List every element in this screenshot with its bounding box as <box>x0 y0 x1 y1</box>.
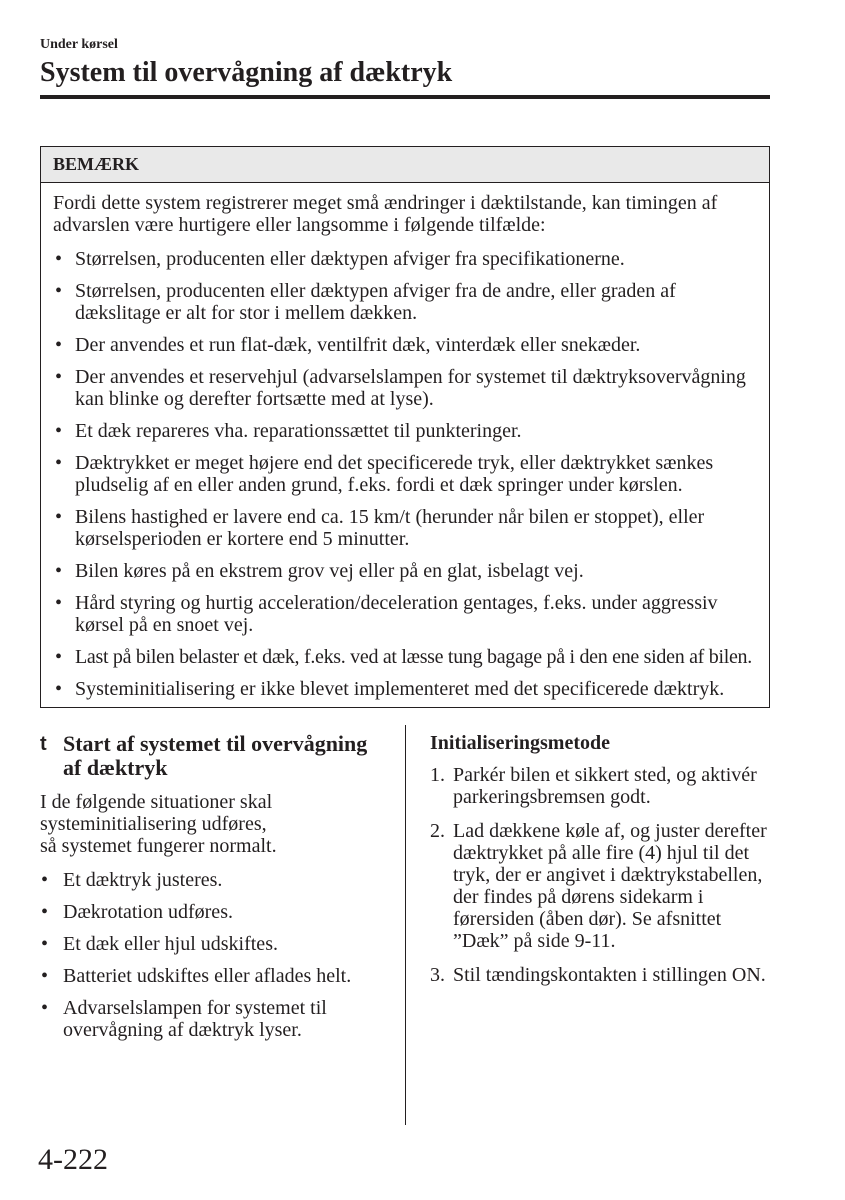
note-item: • Der anvendes et reservehjul (advarselslampen for systemet til dæktryksovervågning kan blinke og derefter fortsætte med at lyse). <box>53 366 757 410</box>
left-column <box>40 732 385 1051</box>
note-item: • Bilens hastighed er lavere end ca. 15 km/t (herunder når bilen er stoppet), eller kørselsperioden er kortere end 5 minutter. <box>53 506 757 550</box>
list-item: • Et dæktryk justeres. <box>40 869 385 891</box>
note-item: • Størrelsen, producenten eller dæktypen afviger fra de andre, eller graden af dækslitage er alt for stor i mellem dækken. <box>53 280 757 324</box>
right-column <box>430 732 772 998</box>
section-heading-text: Start af systemet til overvågning af dæktryk <box>63 731 368 780</box>
method-heading: Initialiseringsmetode <box>430 732 610 754</box>
note-box <box>40 146 770 708</box>
section-marker: t <box>40 733 47 755</box>
note-item: • Et dæk repareres vha. reparationssættet til punkteringer. <box>53 420 757 442</box>
left-list <box>40 869 385 1041</box>
note-label: BEMÆRK <box>41 147 769 183</box>
section-label: Under kørsel <box>40 37 118 52</box>
page-title: System til overvågning af dæktryk <box>40 57 453 88</box>
column-divider <box>405 725 406 1125</box>
list-item: • Batteriet udskiftes eller aflades helt. <box>40 965 385 987</box>
title-rule <box>40 95 770 99</box>
note-item: • Bilen køres på en ekstrem grov vej eller på en glat, isbelagt vej. <box>53 560 757 582</box>
list-item: • Et dæk eller hjul udskiftes. <box>40 933 385 955</box>
step-item <box>430 764 772 808</box>
note-item: • Størrelsen, producenten eller dæktypen afviger fra specifikationerne. <box>53 248 757 270</box>
left-intro: I de følgende situationer skal systeminitialisering udføres, så systemet fungerer normalt. <box>40 791 277 857</box>
step-item <box>430 964 772 986</box>
step-number: 2. <box>430 820 445 842</box>
note-item: • Der anvendes et run flat-dæk, ventilfrit dæk, vinterdæk eller snekæder. <box>53 334 757 356</box>
step-text: Parkér bilen et sikkert sted, og aktivér parkeringsbremsen godt. <box>453 764 757 808</box>
list-item: • Advarselslampen for systemet til overvågning af dæktryk lyser. <box>40 997 385 1041</box>
note-item: • Systeminitialisering er ikke blevet implementeret med det specificerede dæktryk. <box>53 678 757 700</box>
page-number: 4-222 <box>38 1143 108 1176</box>
note-list <box>53 248 757 700</box>
steps-list <box>430 764 772 986</box>
note-item: • Hård styring og hurtig acceleration/deceleration gentages, f.eks. under aggressiv kørsel på en snoet vej. <box>53 592 757 636</box>
section-heading <box>40 732 385 780</box>
step-number: 1. <box>430 764 445 786</box>
note-intro: Fordi dette system registrerer meget små ændringer i dæktilstande, kan timingen af advarslen være hurtigere eller langsomme i følgende tilfælde: <box>53 192 718 236</box>
note-body <box>41 183 769 707</box>
step-item <box>430 820 772 952</box>
list-item: • Dækrotation udføres. <box>40 901 385 923</box>
note-item: • Last på bilen belaster et dæk, f.eks. ved at læsse tung bagage på i den ene siden af bilen. <box>53 646 757 668</box>
step-number: 3. <box>430 964 445 986</box>
step-text: Stil tændingskontakten i stillingen ON. <box>453 964 766 986</box>
step-text: Lad dækkene køle af, og juster derefter dæktrykket på alle fire (4) hjul til det tryk, der er angivet i dæktrykstabellen, der findes på dørens sidekarm i førersiden (åben dør). Se afsnittet ”Dæk” på side 9-11. <box>453 820 767 952</box>
note-item: • Dæktrykket er meget højere end det specificerede tryk, eller dæktrykket sænkes pludselig af en eller anden grund, f.eks. fordi et dæk springer under kørslen. <box>53 452 757 496</box>
